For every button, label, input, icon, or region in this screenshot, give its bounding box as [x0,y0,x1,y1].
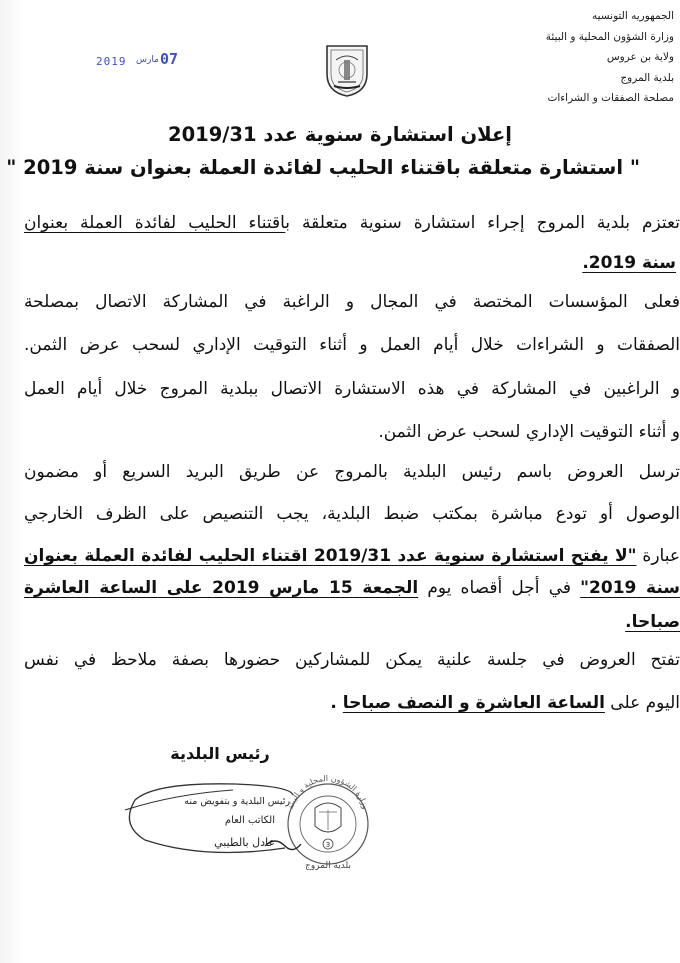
signature-delegation-line: رئيس البلدية و بتفويض منه [184,796,290,807]
body-line-4: الصفقات و الشراءات خلال أيام العمل و أثناء التوقيت الإداري لسحب عرض الثمن. [24,335,680,355]
letterhead-governorate: ولاية بن عروس [606,51,674,63]
seal-number: 3 [325,841,331,849]
body-line-1: تعتزم بلدية المروج إجراء استشارة سنوية متعلقة باقتناء الحليب لفائدة العملة بعنوان [24,213,680,233]
body-line-11: صباحا. [625,612,680,632]
body-line-10: سنة 2019" في أجل أقصاه يوم الجمعة 15 مارس 2019 على الساعة العاشرة [24,578,680,598]
signer-title: رئيس البلدية [170,744,270,763]
body-line-9: عبارة "لا يفتح استشارة سنوية عدد 2019/31 اقتناء الحليب لفائدة العملة بعنوان [24,546,680,566]
body-line-7: ترسل العروض باسم رئيس البلدية بالمروج عن طريق البريد السريع أو مضمون [24,462,680,482]
letterhead-department: مصلحة الصفقات و الشراءات [547,92,674,104]
envelope-phrase: "لا يفتح استشارة سنوية عدد 2019/31 اقتناء الحليب لفائدة العملة بعنوان [24,546,637,566]
letterhead-ministry: وزارة الشؤون المحلية و البيئة [545,30,674,43]
announcement-title: إعلان استشارة سنوية عدد 2019/31 [168,123,512,146]
body-line-3: فعلى المؤسسات المختصة في المجال و الراغبة في المشاركة الاتصال بمصلحة [24,292,680,312]
announcement-subtitle: " استشارة متعلقة باقتناء الحليب لفائدة العملة بعنوان سنة 2019 " [6,156,640,179]
municipality-emblem-icon [322,40,372,98]
letterhead-municipality: بلدية المروج [620,71,674,84]
object-underlined: اقتناء الحليب لفائدة العملة بعنوان [24,213,286,233]
body-line-12: تفتح العروض في جلسة علنية يمكن للمشاركين حضورها بصفة ملاحظ في نفس [24,650,680,670]
received-date-stamp [96,50,196,72]
stamp-day: 07 [160,50,179,68]
body-line-6: و أثناء التوقيت الإداري لسحب عرض الثمن. [378,422,680,442]
letterhead-republic: الجمهوريه التونسيه [592,10,674,22]
stamp-year: 2019 [96,55,127,68]
body-line-8: الوصول أو تودع مباشرة بمكتب ضبط البلدية، يجب التنصيص على الظرف الخارجي [24,504,680,524]
seal-top-text: وزارة الشؤون المحلية و البيئة [285,773,371,811]
letterhead [534,6,674,109]
stamp-month: مارس [136,55,159,65]
signature-name-line: عادل بالطيبي [214,836,275,849]
opening-time-underlined: الساعة العاشرة و النصف صباحا [342,693,605,713]
seal-bottom-text: بلدية المروج [305,861,351,870]
deadline-underlined: الجمعة 15 مارس 2019 على الساعة العاشرة [24,578,419,598]
body-line-13: اليوم على الساعة العاشرة و النصف صباحا . [330,693,680,713]
signature-role-line: الكاتب العام [224,815,275,826]
body-line-2: سنة 2019. [582,253,676,273]
body-line-5: و الراغبين في المشاركة في هذه الاستشارة الاتصال ببلدية المروج خلال أيام العمل [24,379,680,399]
signature-block [115,770,375,870]
